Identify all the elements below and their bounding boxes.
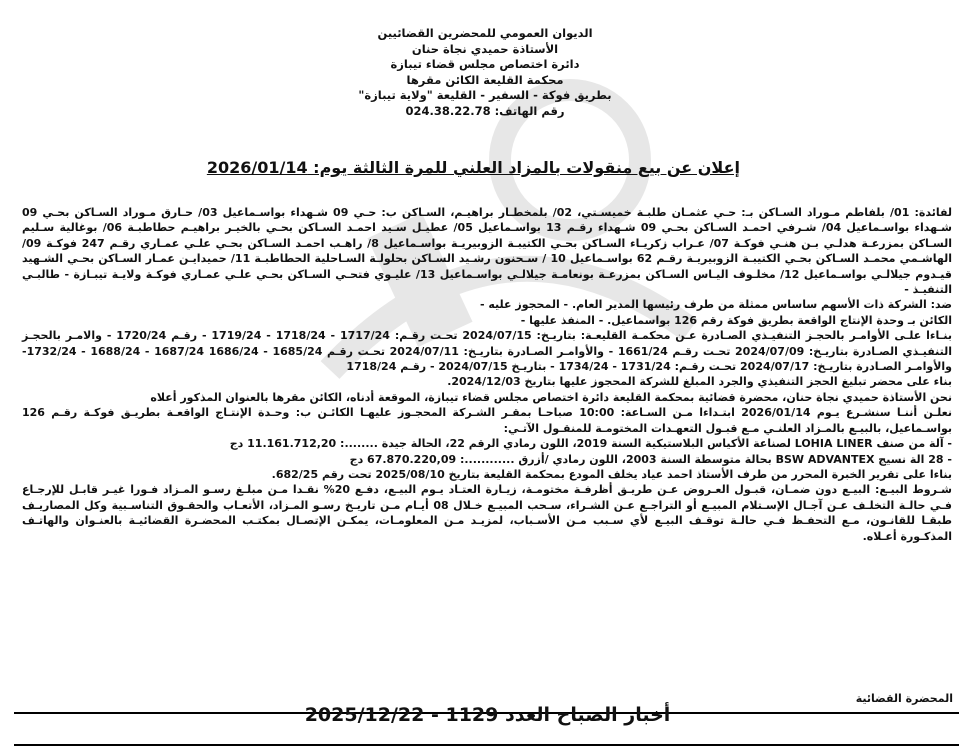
announce-paragraph: نعلـن أننـا سنشـرع يـوم 2026/01/14 ابتـداءا مـن السـاعة: 10:00 صباحـا بمقـر الشـركة المحجـوز عليهـا الكائـن ب: وحـدة الإنتـاج الواقعـة بطريـق فوكـة رقـم 126 بواسـماعيل، بالبيـع بالمـزاد العلنـي مـع قبـول التعهـدات المختومـة للمنقـول الآتـي: — [22, 406, 953, 435]
footer-issue-line: أخبار الصباح العدد 1129 - 2025/12/22 — [304, 704, 671, 726]
header-jurisdiction: دائرة اختصاص مجلس قضاء تيبازة — [390, 57, 580, 72]
header-office: الديوان العمومي للمحضرين القضائيين — [377, 26, 593, 40]
conditions-paragraph: شـروط البيـع: البيـع دون ضمـان، قبـول العـروض عـن طريـق أظرفـة مختومـة، زيـارة العتـاد يـوم البيـع، دفـع 20% نقـدا مـن مبلـغ رسـو المـزاد فـورا غيـر قابـل للإرجـاع فـي حالـة التخلـف عـن آجـال الإسـتلام المبيـع أو التراجـع عـن الشـراء، سـحب المبيـع خـلال 08 أيـام مـن تاريـخ رسـو المـزاد، الأتعـاب والحقـوق التناسـبية وكل المصاريـف طبقـا للقانـون، مـع التحفـظ فـي حالـة توقـف البيـع لأي سـبب مـن الأسـباب، لمزيـد مـن المعلومـات، يمكـن الإتصـال بمكتـب المحضـرة القضائيـة بالعنـوان والهاتـف المذكـورة أعـلاه. — [22, 483, 952, 543]
notice-title: إعلان عن بيع منقولات بالمزاد العلني للمرة الثالثة يوم: 2026/01/14 — [206, 158, 740, 177]
expertise-paragraph: بناءا على تقرير الخبرة المحرر من طرف الأستاذ احمد عياد يخلف المودع بمحكمة القليعة بتاريخ 2025/08/10 تحت رقم 682/25. — [271, 467, 952, 481]
report-paragraph: بناء على محضر تبليغ الحجز التنفيذي والجرد المبلغ للشركة المحجوز عليها بتاريخ 2024/12/03. — [447, 375, 952, 389]
item-2: - 28 الة نسيج BSW ADVANTEX بحالة متوسطة السنة 2003، اللون رمادي /أزرق ............: 67.870.220,09 دج — [349, 452, 952, 466]
item-1: - آلة من صنف LOHIA LINER لصناعة الأكياس البلاستيكية السنة 2019، اللون رمادي الرقم 22، الحالة جيدة ........: 11.161.712,20 دج — [229, 437, 952, 451]
unit-paragraph: الكائن بـ وحدة الإنتاج الواقعة بطريق فوكة رقم 126 بواسماعيل. - المنفذ عليها - — [520, 313, 952, 327]
beneficiaries-paragraph: لفائدة: 01/ بلفاطم مـوراد السـاكن بـ: حـي عثمـان طلبـة خميسـتي، 02/ بلمخطـار براهيـم، السـاكن ب: حـي 09 شـهداء بواسـماعيل 03/ حـارق مـوراد السـاكن بحـي 09 شـهداء بواسـماعيل 04/ شـرفي احمـد السـاكن بحـي 09 شـهداء رقـم 13 بواسـماعيل 05/ عطيـل سـيد احمـد السـاكن بحـي بالخيـر براهيـم حطاطبـة 06/ بوغالية سـليم السـاكن بمزرعـة هدلـي بـن هنـي فوكـة 07/ عـراب زكريـاء السـاكن بحـي الكتيبـة الزوبيريـة بواسـماعيل 8/ راهـب احمـد السـاكن بحـي علـي عمـاري رقـم 247 فوكـة 09/ الهاشـمي محمـد السـاكن بحـي الكتيبـة الزوبيريـة رقـم 62 بواسـماعيل 10 / سـحنون رشـيد السـاكن بحلولـة السـاحلية الحطاطبـة 11/ حميدايـن عمـار السـاكن بحـي الشـهيد قيـدوم جيلالـي بواسـماعيل 12/ مخلـوف اليـاس السـاكن بمزرعـة بونعامـة جيلالـي بواسـماعيل 13/ عليـوي فتحـي السـاكن بحـي علـي عمـاري فوكـة ولايـة تيبـازة - طالبـي التنفيـذ - — [22, 206, 953, 297]
orders-paragraph: بنـاءا علـى الأوامـر بالحجـز التنفيـذي الصـادرة عـن محكمـة القليعـة: بتاريـخ: 2024/07/15 تحـت رقـم: 1717/24 - 1718/24 - 1719/24 - رقـم 1720/24 - والامـر بالحجـز التنفيـذي الصـادرة بتاريـخ: 2024/07/09 تحـت رقـم 1661/24 - والأوامـر الصـادرة بتاريـخ: 2024/07/11 تحـت رقـم 1685/24 - 1686/24 1687/24 - 1688/24 - 1732/24- والأوامـر الصـادرة بتاريـخ: 2024/07/17 تحـت رقـم: 1731/24 - 1734/24 - بتاريـخ 2024/07/15 - رقـم 1718/24 — [22, 329, 953, 374]
officer-paragraph: نحن الأستاذة حميدي نجاة حنان، محضرة قضائية بمحكمة القليعة دائرة اختصاص مجلس قضاء تيبازة، الموقعة أدناه، الكائن مقرها بالعنوان المذكور أعلاه — [150, 390, 952, 404]
against-paragraph: ضد: الشركة ذات الأسهم ساساس ممثلة من طرف رئيسها المدير العام. - المحجوز عليه - — [479, 298, 952, 312]
header-bailiff-name: الأستاذة حميدي نجاة حنان — [411, 41, 559, 56]
header-address: بطريق فوكة - السفير - القليعة "ولاية تيبازة" — [358, 88, 612, 103]
header-phone: رقم الهاتف: 024.38.22.78 — [405, 103, 565, 118]
notice-body — [22, 205, 952, 544]
signature-label: المحضرة القضائية — [855, 692, 953, 705]
header-court: محكمة القليعة الكائن مقرها — [406, 72, 564, 87]
bailiff-header — [330, 26, 640, 120]
